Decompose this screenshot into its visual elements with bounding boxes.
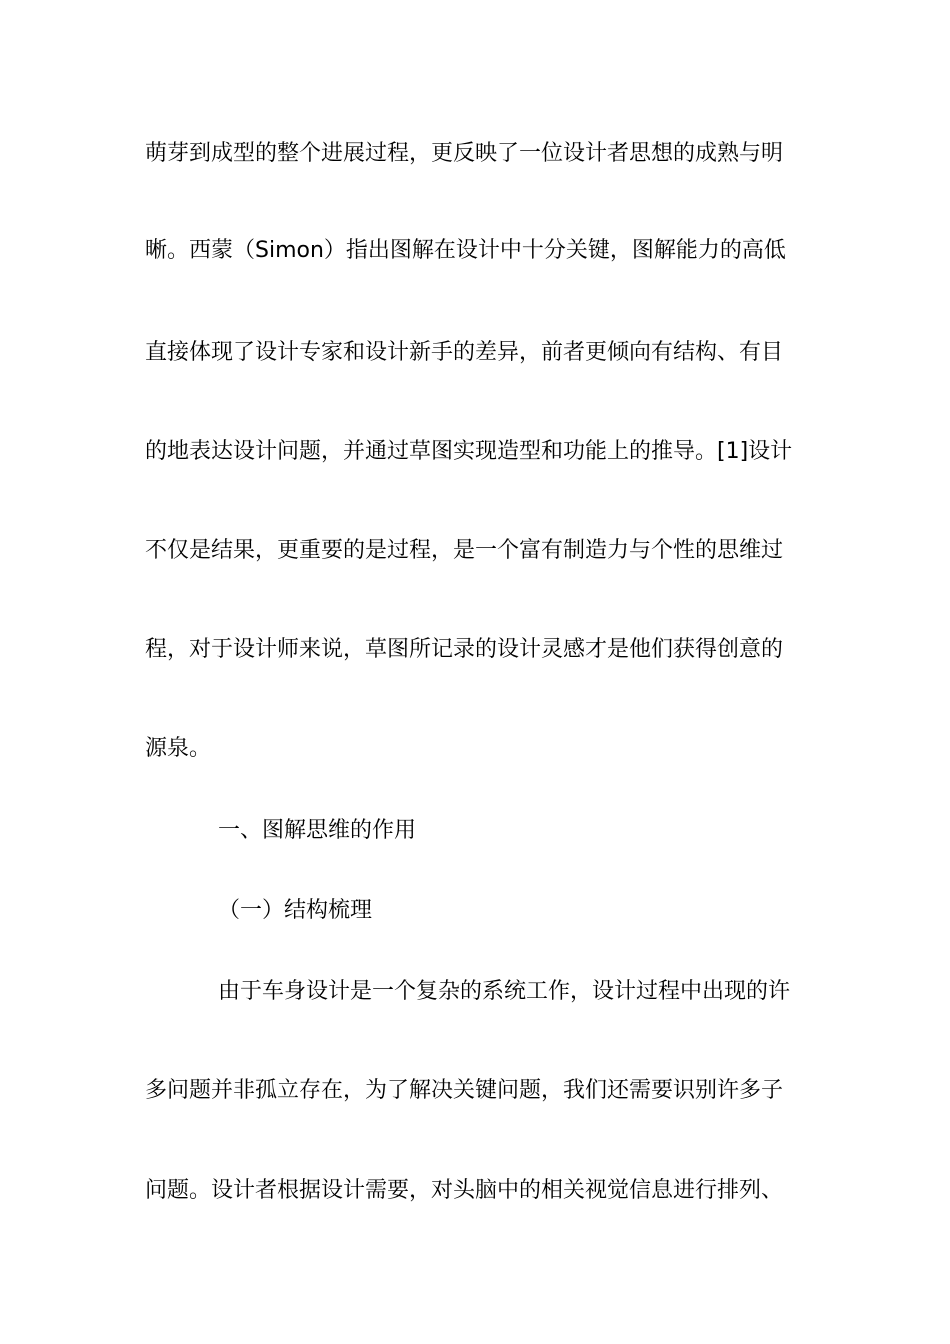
paragraph-line: 晰。西蒙（Simon）指出图解在设计中十分关键，图解能力的高低	[145, 238, 786, 263]
paragraph-line: 多问题并非孤立存在，为了解决关键问题，我们还需要识别许多子	[145, 1078, 784, 1103]
paragraph-line: 的地表达设计问题，并通过草图实现造型和功能上的推导。[1]设计	[145, 439, 793, 464]
paragraph-line: 问题。设计者根据设计需要，对头脑中的相关视觉信息进行排列、	[145, 1178, 784, 1203]
paragraph-line: 由于车身设计是一个复杂的系统工作，设计过程中出现的许	[218, 979, 791, 1004]
paragraph-line: 源泉。	[145, 736, 212, 761]
paragraph-line: 不仅是结果，更重要的是过程，是一个富有制造力与个性的思维过	[145, 538, 784, 563]
paragraph-line: 直接体现了设计专家和设计新手的差异，前者更倾向有结构、有目	[145, 340, 784, 365]
paragraph-line: 萌芽到成型的整个进展过程，更反映了一位设计者思想的成熟与明	[145, 141, 784, 166]
section-heading: 一、图解思维的作用	[218, 818, 417, 843]
paragraph-line: 程，对于设计师来说，草图所记录的设计灵感才是他们获得创意的	[145, 637, 784, 662]
subsection-heading: （一）结构梳理	[218, 898, 373, 923]
